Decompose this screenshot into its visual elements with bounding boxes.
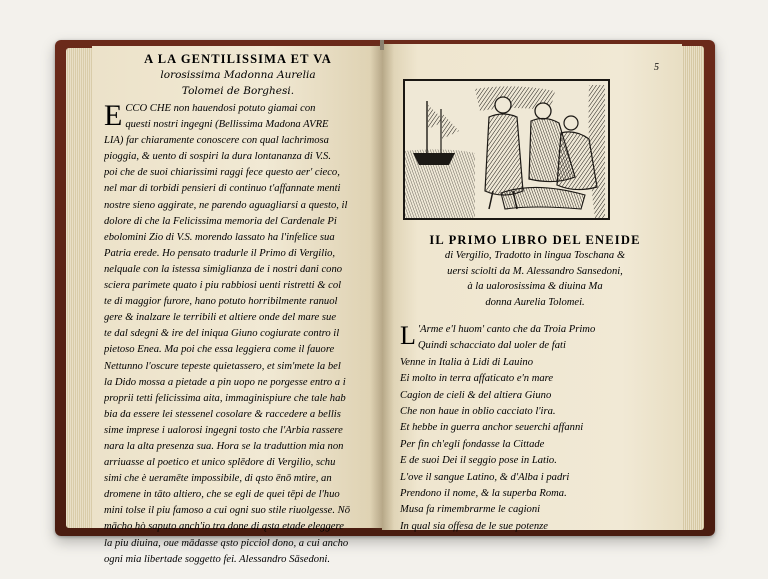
verse-lines [392,322,678,535]
verse-line: Et hebbe in guerra anchor seuerchi affanni [400,422,584,434]
verse-line: Venne in Italia à Lidi di Lauino [400,356,534,368]
dedication-line: proprii tetti felicissima aita, immaginispiure che tale hab [104,392,346,404]
dedication-text-block [104,52,372,568]
dedication-line: dolore di che la Felicissima memoria del Cardenale Pi [104,215,337,227]
dedication-line: ebolomini Zio di V.S. morendo lassato ha l'infelice sua [104,231,335,243]
verse-line: Prendono il nome, & la superba Roma. [400,488,567,500]
verse-drop-cap: L [400,321,416,350]
dedication-subheading-line: lorosissima Madonna Aurelia [160,69,316,81]
dedication-line: te di maggior furore, hano potuto horribilmente ranuol [104,296,338,308]
dedication-line: pietoso Enea. Ma poi che essa leggiera come il fauore [104,344,335,356]
dedication-heading: A LA GENTILISSIMA ET VA [144,52,332,66]
verse-line: Che non haue in oblio cacciato l'ira. [400,406,556,418]
verse-line: Per fin ch'egli fondasse la Cittade [400,438,545,450]
book-subtitle-line: donna Aurelia Tolomei. [485,296,585,308]
dedication-line: mini tolse il piu famoso a cui ogni suo stile riuolgesse. Nō [104,505,351,517]
verse-line: In qual sia offesa de le sue potenze [400,520,548,532]
book-gutter [370,44,394,530]
dedication-line: la piu diuina, oue mādasse ąsto picciol dono, a cui ancho [104,537,349,549]
dedication-line: gere & inalzare le terribili et altiere onde del mare sue [104,312,337,324]
verse-line: Cagion de cieli & del altiera Giuno [400,389,552,401]
book-title: IL PRIMO LIBRO DEL ENEIDE [429,233,641,247]
dedication-line: arriuasse al poetico et unico splēdore di Vergilio, schu [104,457,336,469]
dedication-line: questi nostri ingegni (Bellissima Madona AVRE [125,119,329,131]
dedication-line: nara la alta presenza sua. Hora se la traduttion mia non [104,440,344,452]
drop-cap: E [104,99,123,132]
dedication-line: Nettunno l'oscure tepeste quietassero, et sim'mete la bel [104,360,341,372]
verse-line: Ei molto in terra affaticato e'n mare [400,373,554,385]
dedication-line: dromene in tāto altiero, che se egli de quei tēpi de l'huo [104,489,340,501]
dedication-line: ogni mia libertade soggetto fei. Alessandro Sāsedoni. [104,553,330,565]
dedication-line: mācho hò saputo anch'io tra done di ąsta etade eleggere [104,521,344,533]
dedication-line: Patria erede. Ho pensato tradurle il Primo di Vergilio, [104,247,336,259]
verse-line: 'Arme e'l huom' canto che da Troia Primo [417,324,596,335]
binding-thread [380,40,384,50]
dedication-line: nostre sieno aggirate, ne parendo aguagliarsi a questo, il [104,199,348,211]
dedication-line: nelquale con la istessa simiglianza de i nostri dani cono [104,263,343,275]
dedication-line: te dal sdegni & ire del iniqua Giuno cogiurate contro il [104,328,340,340]
dedication-line: pioggia, & uento di sospiri la dura lontananza di V.S. [104,151,331,163]
book-subtitle-line: di Vergilio, Tradotto in lingua Toschana & [444,250,626,261]
dedication-line: nel mar di torbidi pensieri di continuo t'affannate menti [104,183,341,195]
page-number: 5 [654,62,659,73]
verse-line: Quindi schacciato dal uoler de fati [417,340,566,352]
dedication-line: simi che è ueramēte impossibile, di ąsto ēnō mtire, an [104,473,332,485]
verse-line: Musa fa rimembrarme le cagioni [400,504,541,516]
aeneid-text-block [392,232,678,535]
dedication-subheading-line: Tolomei de Borghesi. [181,85,295,97]
dedication-line: LIA) far chiaramente conoscere con qual lachrimosa [104,135,329,147]
book-subtitle-line: à la ualorosissima & diuina Ma [467,281,603,292]
dedication-line: sciera parimete quato i piu rabbiosi uenti ristretti & col [104,280,342,292]
dedication-line: CCO CHE non hauendosi potuto giamai con [125,103,316,114]
dedication-line: bia da essere lei stessenel cosolare & raccedere a bellis [104,408,341,420]
dedication-line: poi che de suoi chiarissimi raggi fece questo aer' cieco, [104,167,340,179]
dedication-body [104,101,372,568]
woodcut-illustration [403,79,610,220]
woodcut-engraving-icon [405,81,608,218]
dedication-line: sime imprese i ualorosi ingegni tosto che l'Arbia rassere [104,424,343,436]
verse-line: E de suoi Dei il seggio pose in Latio. [400,455,557,467]
verse-line: L'ove il sangue Latino, & d'Alba i padri [400,471,570,483]
book-subtitle-line: uersi sciolti da M. Alessandro Sansedoni, [447,265,623,277]
dedication-line: la Dido mossa a pietade a pin uopo ne porgesse entro a i [104,376,346,388]
